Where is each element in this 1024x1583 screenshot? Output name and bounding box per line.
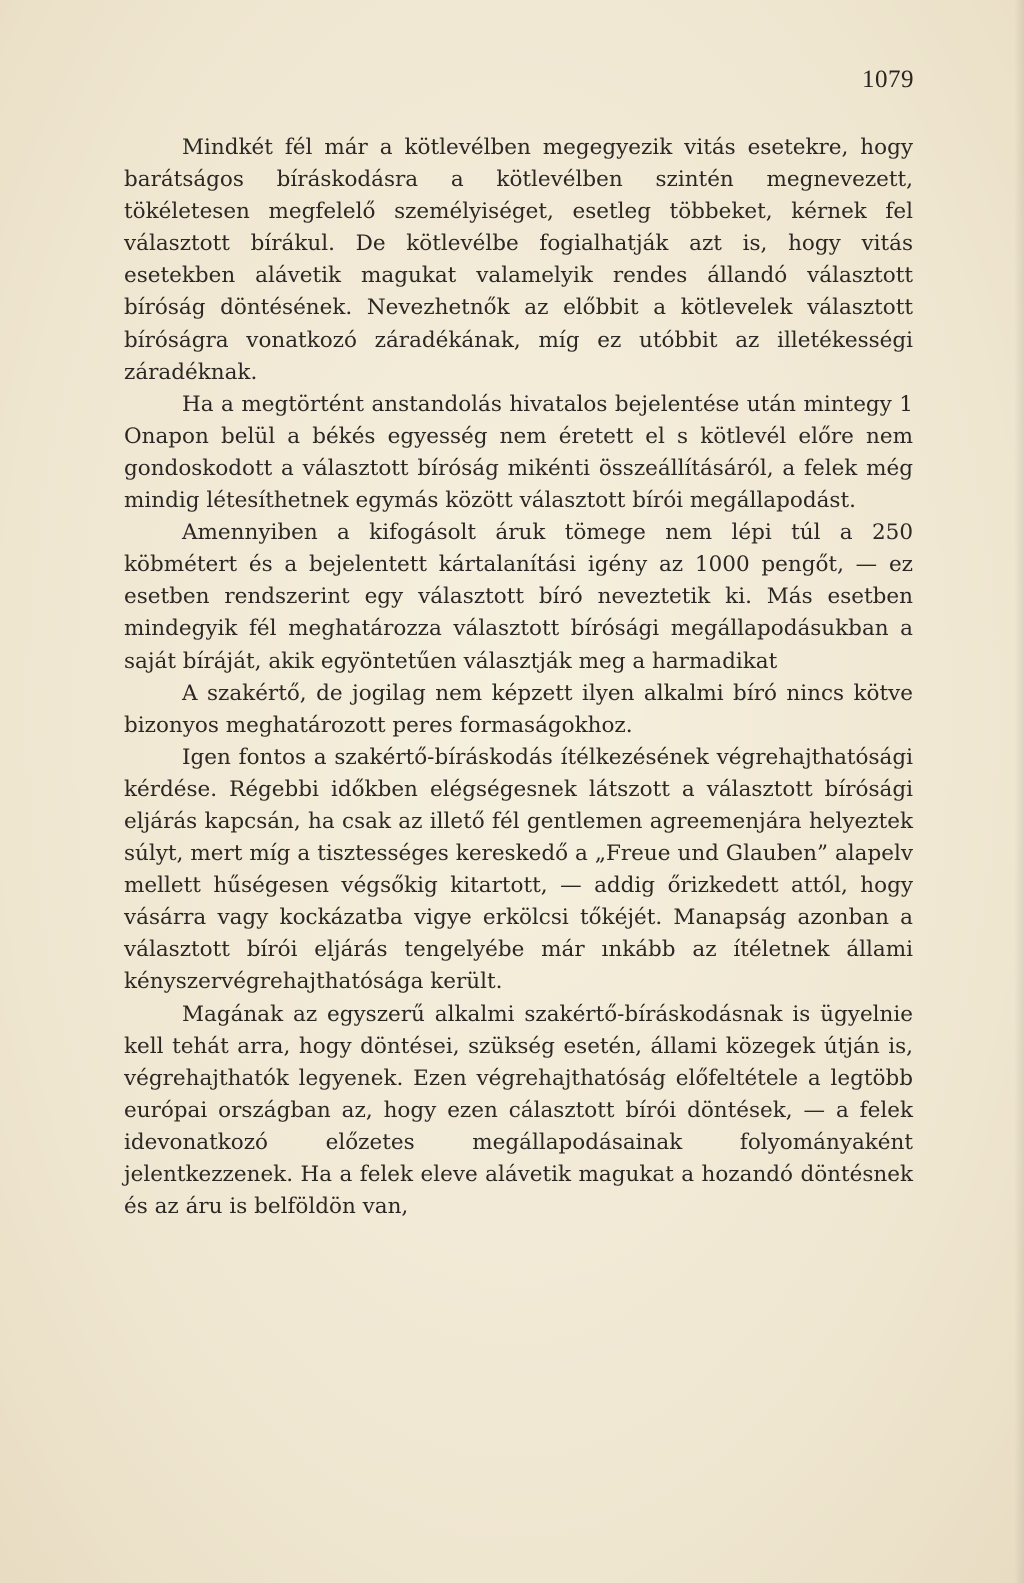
paragraph: Igen fontos a szakértő-bíráskodás ítélkezésének végrehajthatósági kérdése. Régebbi időkben elégségesnek látszott a választott bírósági eljárás kapcsán, ha csak az illető fél gentlemen agreemenjára helyeztek súlyt, mert míg a tisztességes kereskedő a „Freue und Glauben” alapelv mellett hűségesen végsőkig kitartott, — addig őrizkedett attól, hogy vásárra vagy kockázatba vigye erkölcsi tőkéjét. Manapság azonban a választott bírói eljárás tengelyébe már ınkább az ítéletnek állami kényszervégrehajthatósága került.	[124, 744, 913, 995]
paragraph: Ha a megtörtént anstandolás hivatalos bejelentése után mintegy 1 Onapon belül a békés egyesség nem éretett el s kötlevél előre nem gondoskodott a választott bíróság mikénti összeállításáról, a felek még mindig létesíthetnek egymás között választott bírói megállapodást.	[124, 391, 913, 514]
text-body	[124, 132, 913, 1223]
paragraph: Magának az egyszerű alkalmi szakértő-bíráskodásnak is ügyelnie kell tehát arra, hogy döntései, szükség esetén, állami közegek útján is, végrehajthatók legyenek. Ezen végrehajthatóság előfeltétele a legtöbb európai országban az, hogy ezen cálasztott bírói döntések, — a felek idevonatkozó előzetes megállapodásainak folyományaként jelentkezzenek. Ha a felek eleve alávetik magukat a hozandó döntésnek és az áru is belföldön van,	[124, 1001, 913, 1220]
page-number: 1079	[862, 66, 914, 93]
paragraph: Amennyiben a kifogásolt áruk tömege nem lépi túl a 250 köbmétert és a bejelentett kártalanítási igény az 1000 pengőt, — ez esetben rendszerint egy választott bíró neveztetik ki. Más esetben mindegyik fél meghatározza választott bírósági megállapodásukban a saját bíráját, akik egyöntetűen választják meg a harmadikat	[124, 520, 913, 674]
paragraph: Mindkét fél már a kötlevélben megegyezik vitás esetekre, hogy barátságos bíráskodásra a kötlevélben szintén megnevezett, tökéletesen megfelelő személyiséget, esetleg többeket, kérnek fel választott bírákul. De kötlevélbe fogialhatják azt is, hogy vitás esetekben alávetik magukat valamelyik rendes állandó választott bíróság döntésének. Nevezhetnők az előbbit a kötlevelek választott bíróságra vonatkozó záradékának, míg ez utóbbit az illetékességi záradéknak.	[124, 135, 913, 385]
page-edge-shadow	[1014, 0, 1024, 1583]
paragraph: A szakértő, de jogilag nem képzett ilyen alkalmi bíró nincs kötve bizonyos meghatározott peres formaságokhoz.	[124, 680, 913, 738]
